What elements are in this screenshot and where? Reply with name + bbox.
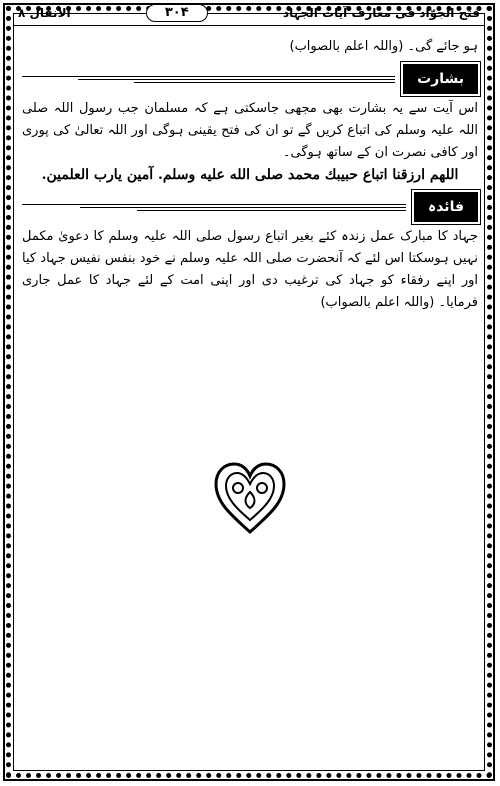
heading-rules <box>22 74 395 85</box>
section-title-bisharat: بشارت <box>403 64 478 94</box>
section-title-faida: فائدہ <box>414 192 478 222</box>
book-title: فتح الجوّاد فی معارف آیات الجہاد <box>282 6 480 20</box>
heart-ornament-icon <box>210 458 290 538</box>
section-text-bisharat: اس آیت سے یہ بشارت بھی مجھی جاسکتی ہے کہ مسلمان جب رسول اللہ صلی اللہ علیہ وسلم کی اتباع کریں گے تو ان کی فتح یقینی ہوگی اور اللہ تعالیٰ کی پوری اور کافی نصرت ان کے ساتھ ہوگی۔ <box>22 101 478 160</box>
heading-rules <box>22 202 406 213</box>
page-content <box>22 36 478 314</box>
header-rule <box>14 25 484 26</box>
section-text-faida: جہاد کا مبارک عمل زندہ کئے بغیر اتباع رسول صلی اللہ علیہ وسلم کا دعویٰ مکمل نہیں ہوسکتا اس لئے کہ آنحضرت صلی اللہ علیہ وسلم نے خود بنفس نفیس جہاد کیا اور اپنے رفقاء کو جہاد کی ترغیب دی اور اپنی امت کے لئے جہاد کا عمل جاری فرمایا۔ (واللہ اعلم بالصواب) <box>22 229 478 310</box>
section-heading-bisharat <box>22 64 478 94</box>
section-heading-faida <box>22 192 478 222</box>
arabic-dua: اللهم ارزقنا اتباع حبيبك محمد صلى الله عليه وسلم. آمين يارب العلمين. <box>41 167 459 183</box>
opening-line: ہو جائے گی۔ (واللہ اعلم بالصواب) <box>289 39 478 54</box>
page-number: ۳۰۴ <box>146 4 208 22</box>
page-header <box>14 3 484 23</box>
chapter-label: الانفال ۸ <box>18 6 71 20</box>
